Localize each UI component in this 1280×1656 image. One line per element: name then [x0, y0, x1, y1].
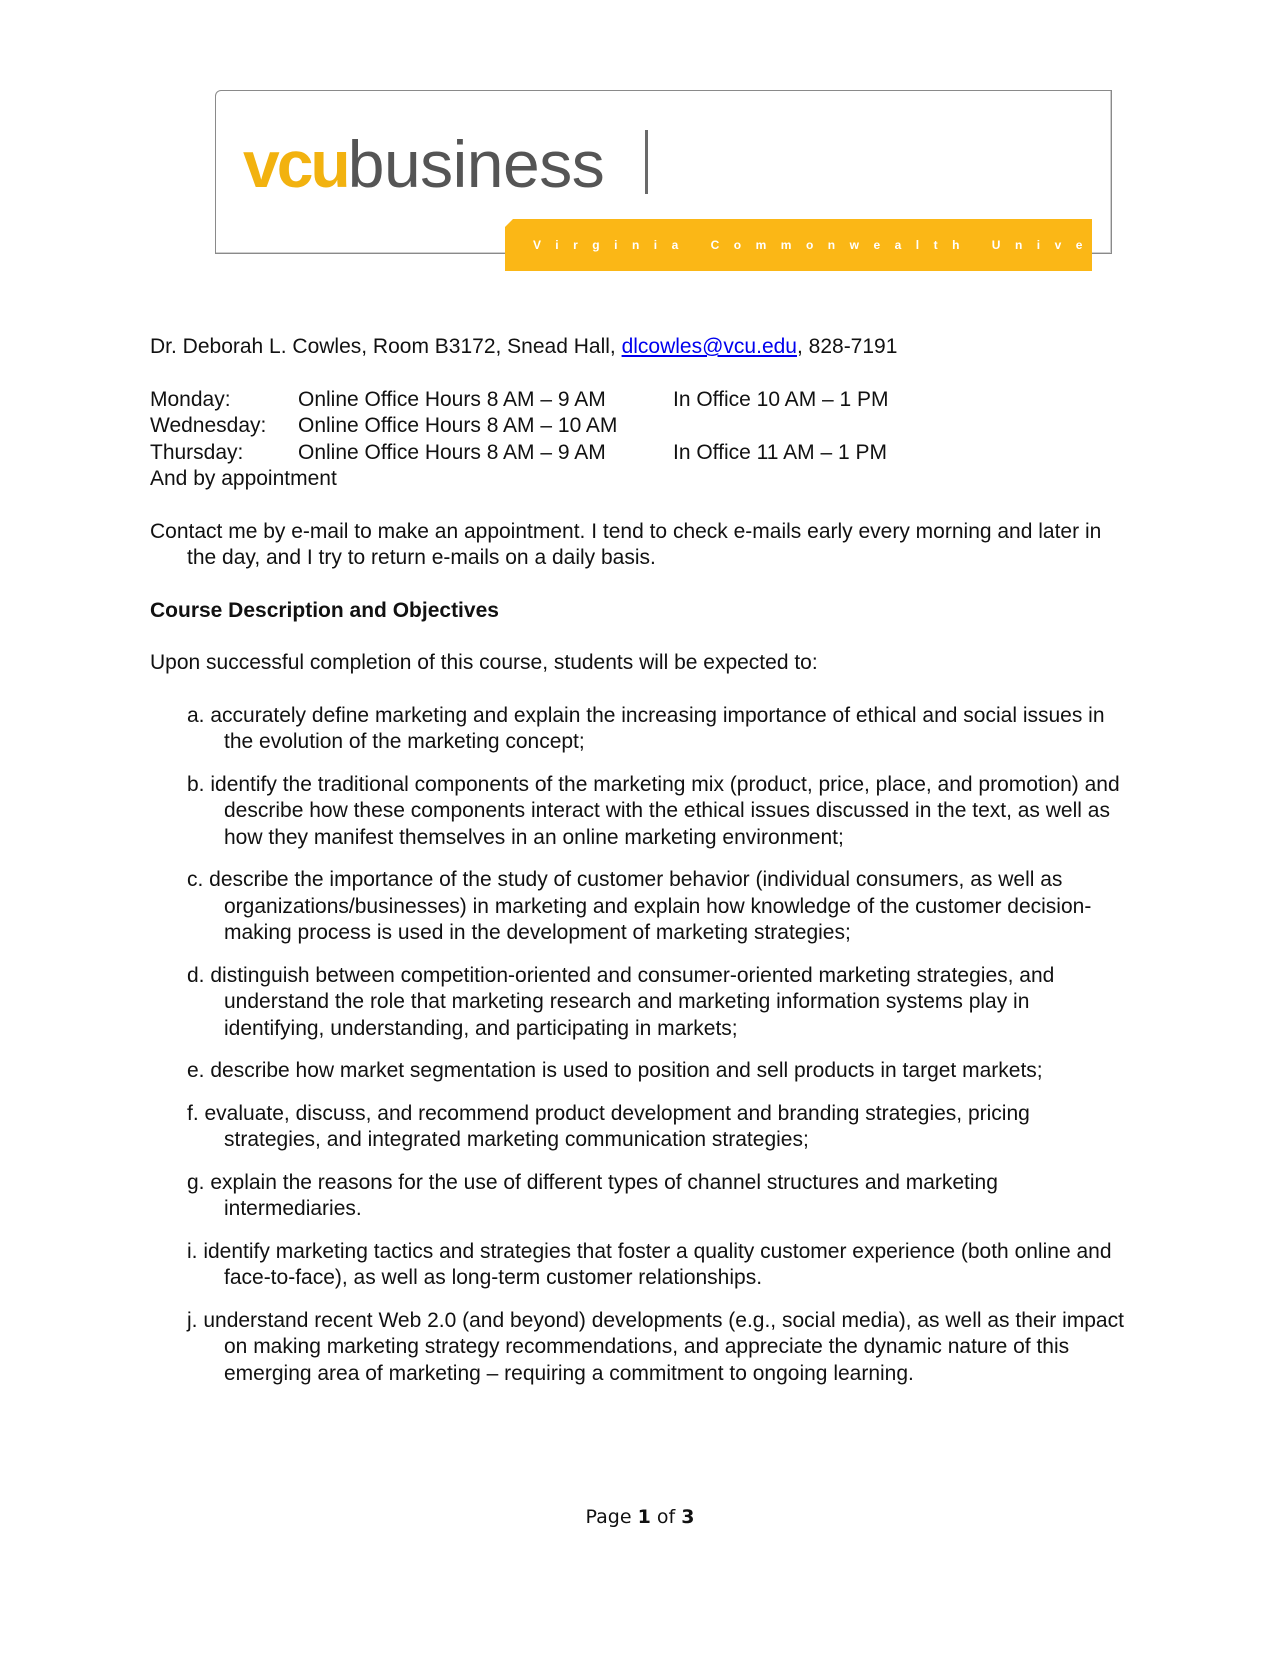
- office-hours: [150, 387, 1130, 493]
- contact-suffix: , 828-7191: [796, 335, 898, 358]
- office-hours-row: [150, 440, 1130, 467]
- contact-paragraph: Contact me by e-mail to make an appointment. I tend to check e-mails early every morning and later in the day, and I try to return e-mails on a daily basis.: [150, 519, 1102, 569]
- hours-day: Monday:: [150, 387, 231, 411]
- objective-item: b. identify the traditional components of the marketing mix (product, price, place, and promotion) and describe how these components interact with the ethical issues discussed in the text, as well as how they manifest themselves in an online marketing environment;: [187, 772, 1120, 849]
- office-hours-row: [150, 387, 1130, 414]
- email-link[interactable]: dlcowles@vcu.edu: [621, 335, 797, 358]
- objective-item: e. describe how market segmentation is used to position and sell products in target markets;: [187, 1059, 1043, 1082]
- hours-day: Thursday:: [150, 440, 244, 464]
- office-hours-row: [150, 413, 1130, 440]
- university-banner: Virginia Commonwealth University: [505, 219, 1092, 271]
- hours-online: Online Office Hours 8 AM – 10 AM: [298, 414, 618, 437]
- hours-in-office: In Office 11 AM – 1 PM: [673, 440, 887, 464]
- objective-item: d. distinguish between competition-oriented and consumer-oriented marketing strategies, and understand the role that marketing research and marketing information systems play in identifying, understanding, and participating in markets;: [187, 963, 1055, 1040]
- objectives-list: [150, 703, 1130, 1388]
- letterhead: [215, 90, 1195, 275]
- objective-item: c. describe the importance of the study of customer behavior (individual consumers, as well as organizations/businesses) in marketing and explain how knowledge of the customer decision-making process is used in the development of marketing strategies;: [187, 868, 1092, 944]
- page-total: 3: [681, 1506, 695, 1528]
- of-word: of: [656, 1506, 676, 1528]
- vcu-business-logo: [243, 124, 604, 204]
- objective-item: a. accurately define marketing and explain the increasing importance of ethical and social issues in the evolution of the marketing concept;: [187, 703, 1105, 753]
- objective-item: i. identify marketing tactics and strategies that foster a quality customer experience (both online and face-to-face), as well as long-term customer relationships.: [187, 1239, 1112, 1289]
- page-word: Page: [585, 1506, 632, 1528]
- hours-online: Online Office Hours 8 AM – 9 AM: [298, 387, 606, 411]
- hours-in-office: In Office 10 AM – 1 PM: [673, 387, 889, 411]
- page-footer: [0, 1506, 1280, 1528]
- document-body: [150, 334, 1130, 1403]
- objective-item: j. understand recent Web 2.0 (and beyond) developments (e.g., social media), as well as their impact on making marketing strategy recommendations, and appreciate the dynamic nature of this emerging area of marketing – requiring a commitment to ongoing learning.: [187, 1308, 1124, 1385]
- section-heading: Course Description and Objectives: [150, 598, 499, 622]
- logo-business-text: business: [347, 127, 605, 201]
- appointment-note: And by appointment: [150, 467, 337, 490]
- objective-item: g. explain the reasons for the use of different types of channel structures and marketing intermediaries.: [187, 1170, 998, 1220]
- hours-online: Online Office Hours 8 AM – 9 AM: [298, 440, 606, 464]
- hours-day: Wednesday:: [150, 414, 267, 437]
- objective-item: f. evaluate, discuss, and recommend product development and branding strategies, pricing strategies, and integrated marketing communication strategies;: [187, 1101, 1030, 1151]
- page-current: 1: [637, 1506, 651, 1528]
- contact-line: [150, 334, 1130, 361]
- logo-vcu-text: vcu: [243, 127, 348, 201]
- objectives-intro: Upon successful completion of this course, students will be expected to:: [150, 651, 818, 674]
- contact-prefix: Dr. Deborah L. Cowles, Room B3172, Snead Hall,: [150, 335, 622, 358]
- logo-divider: [645, 130, 648, 194]
